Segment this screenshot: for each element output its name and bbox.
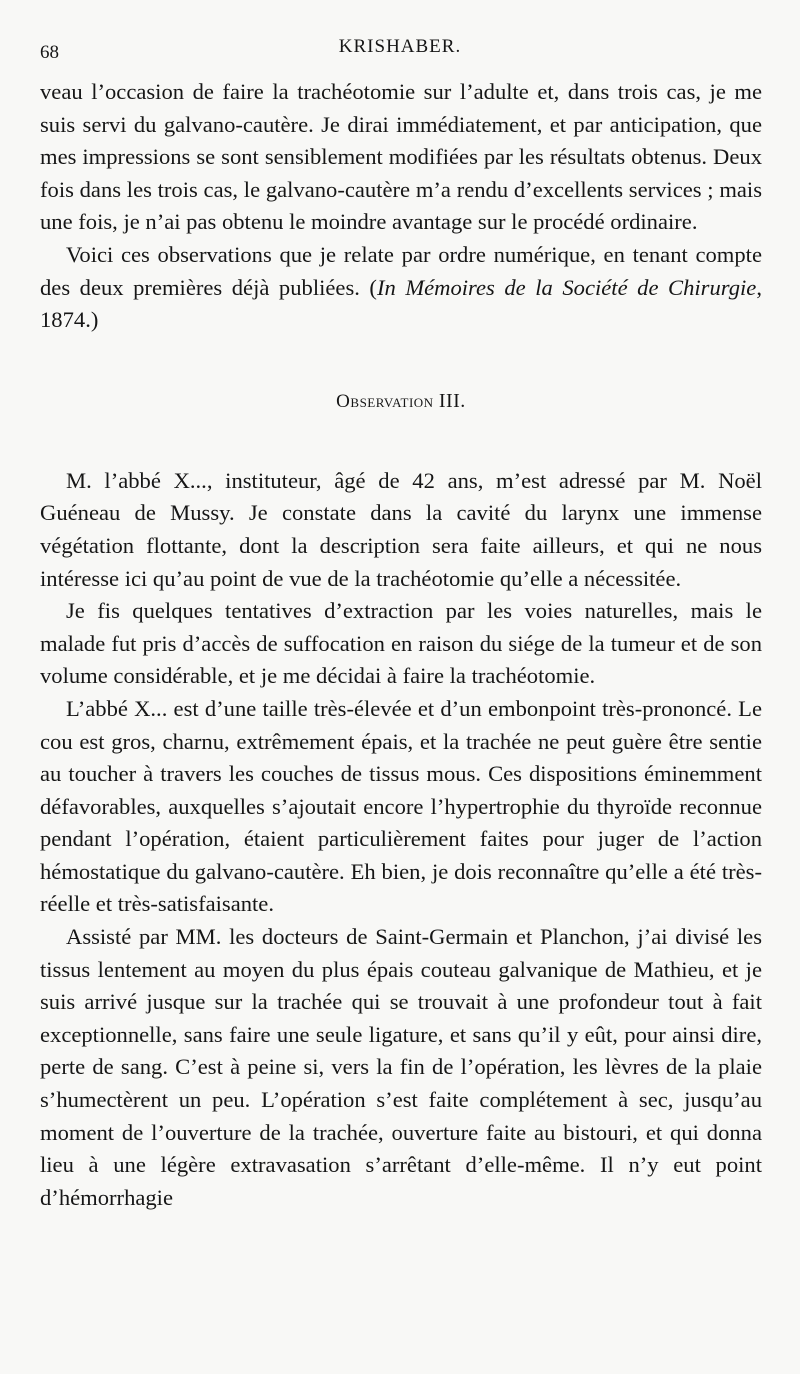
- body-text: [40, 76, 762, 1214]
- observation-heading: [40, 337, 762, 465]
- paragraph-operation: Assisté par MM. les docteurs de Saint-Germain et Planchon, j’ai divisé les tissus lentement au moyen du plus épais couteau galvanique de Mathieu, et je suis arrivé jusque sur la trachée qui se trouvait à une profondeur tout à fait exceptionnelle, sans faire une seule ligature, et sans qu’il y eût, pour ainsi dire, perte de sang. C’est à peine si, vers la fin de l’opération, les lèvres de la plaie s’humectèrent un peu. L’opération s’est faite complétement à sec, jusqu’au moment de l’ouverture de la trachée, ouverture faite au bistouri, et qui donna lieu à une légère extravasation s’arrêtant d’elle-même. Il n’y eut point d’hémorrhagie: [40, 924, 762, 1210]
- running-head: KRISHABER.: [338, 36, 462, 57]
- paragraph-patient-intro: M. l’abbé X..., instituteur, âgé de 42 ans, m’est adressé par M. Noël Guéneau de Mussy. Je constate dans la cavité du larynx une immense végétation flottante, dont la description sera faite ailleurs, et qui ne nous intéresse ici qu’au point de vue de la trachéotomie qu’elle a nécessitée.: [40, 467, 762, 591]
- page-number: 68: [40, 42, 59, 63]
- page-header: [40, 36, 760, 68]
- intro-text: Voici ces observations que je relate par ordre numérique, en tenant compte des deux premières déjà publiées. (: [40, 241, 762, 300]
- observation-numeral: III.: [438, 389, 466, 412]
- paragraph-continued: veau l’occasion de faire la trachéotomie sur l’adulte et, dans trois cas, je me suis servi du galvano-cautère. Je dirai immédiatement, et par anticipation, que mes impressions se sont sensiblement modifiées par les résultats obtenus. Deux fois dans les trois cas, le galvano-cautère m’a rendu d’excellents services ; mais une fois, je n’ai pas obtenu le moindre avantage sur le procédé ordinaire.: [40, 79, 762, 235]
- paragraph-extraction-attempts: Je fis quelques tentatives d’extraction par les voies naturelles, mais le malade fut pris d’accès de suffocation en raison du siége de la tumeur et de son volume considérable, et je me décidai à faire la trachéotomie.: [40, 598, 762, 689]
- citation-title: In Mémoires de la Société de Chirurgie: [376, 274, 757, 300]
- paragraph-patient-description: L’abbé X... est d’une taille très-élevée et d’un embonpoint très-prononcé. Le cou est gros, charnu, extrêmement épais, et la trachée ne peut guère être sentie au toucher à travers les couches de tissus mous. Ces dispositions éminemment défavorables, auxquelles s’ajoutait encore l’hypertrophie du thyroïde reconnue pendant l’opération, étaient particulièrement faites pour juger de l’action hémostatique du galvano-cautère. Eh bien, je dois reconnaître qu’elle a été très-réelle et très-satisfaisante.: [40, 695, 762, 917]
- observation-label: Observation: [336, 390, 434, 412]
- paragraph-observations-intro: [40, 239, 762, 337]
- citation-year: , 1874.): [40, 274, 762, 333]
